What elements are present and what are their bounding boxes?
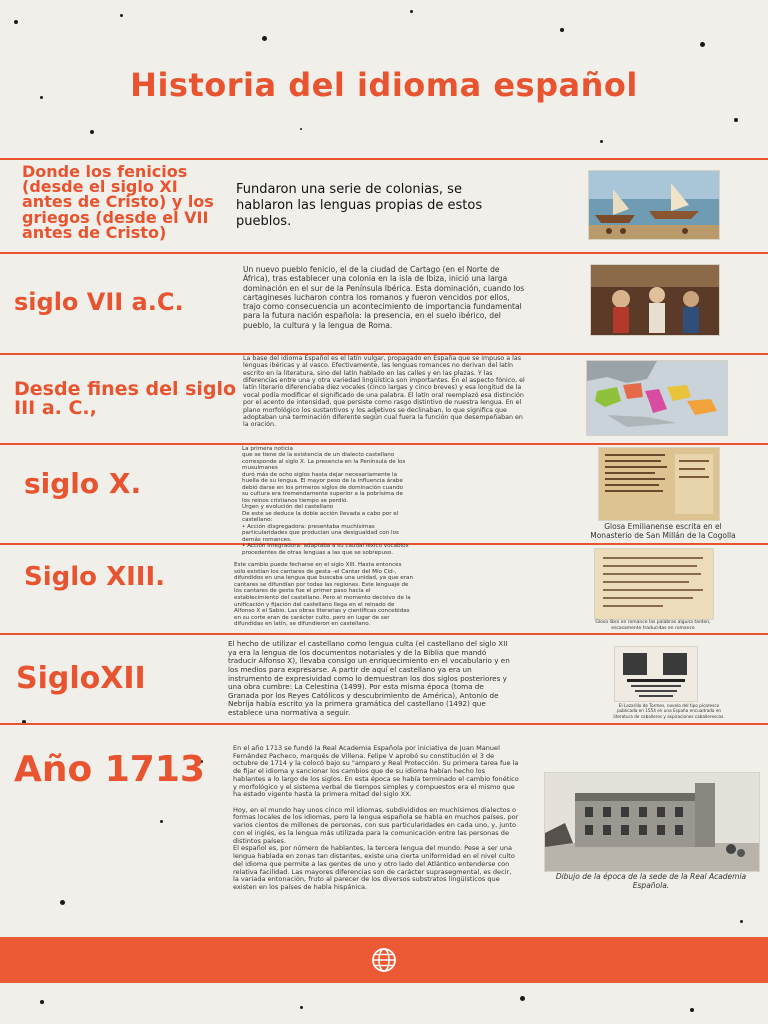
decorative-speck xyxy=(120,14,123,17)
decorative-speck xyxy=(60,900,65,905)
section-text-siglo-xii: El hecho de utilizar el castellano como lengua culta (el castellano del siglo XII ya era la lengua de los documentos notariales y de la Biblia que mandó traducir Alfonso X), llevaba consigo un enriquecimiento en el vocabulario y en los medios para expresarse. A partir de aquí el castellano ya era un instrumento de expresividad como lo demuestran los dos siglos posteriores y una obra cumbre: La Celestina (1499). Por esta misma época (toma de Granada por los Reyes Católicos y descubrimiento de América), Antonio de Nebrija había escrito ya la primera gramática del castellano (1492) que establece una normativa a seguir. xyxy=(228,639,510,718)
decorative-speck xyxy=(734,118,738,122)
section-heading-siglo-xiii: Siglo XIII. xyxy=(24,562,166,592)
section-divider xyxy=(0,443,768,445)
decorative-speck xyxy=(300,128,302,130)
section-heading-siglo-vii: siglo VII a.C. xyxy=(14,288,184,316)
section-heading-fenicios: Donde los fenicios (desde el siglo XI antes de Cristo) y los griegos (desde el VII antes de Cristo) xyxy=(22,162,214,242)
section-divider xyxy=(0,633,768,635)
decorative-speck xyxy=(14,20,18,24)
section-text-siglo-x: La primera noticia que se tiene de la existencia de un dialecto castellano corresponde al siglo X. La presencia en la Península de los musulmanes duró más de ocho siglos hasta dejar necesariamente la huella de su lengua. El mayor peso de la influencia árabe debió darse en los primeros siglos de dominación cuando su cultura era tremendamente superior a la pobrísima de los reinos cristianos tiempo se perdió. Urgen y evolución del castellano De este se deduce la doble acción llevada a cabo por el castellano: • Acción disgregadora: presentaba muchísimas particularidades que producían una desigualdad con los demás romances. • Acción integradora: adaptaba a su caudal léxico vocablos procedentes de otras lenguas a las que se sobrepuso. xyxy=(242,446,409,556)
section-text-siglo-vii: Un nuevo pueblo fenicio, el de la ciudad de Cartago (en el Norte de África), tras establecer una colonia en la isla de Ibiza, inició una larga dominación en el sur de la Península Ibérica. Esta dominación, cuando los cartagineses lucharon contra los romanos y fueron vencidos por ellos, trajo como consecuencia un acontecimiento de importancia fundamental para la futura nación española: la presencia, en el suelo ibérico, del pueblo, la cultura y la lengua de Roma. xyxy=(243,265,525,330)
real-academia-drawing xyxy=(544,772,760,872)
section-heading-siglo-xii: SigloXII xyxy=(16,661,146,696)
decorative-speck xyxy=(560,28,564,32)
globe-icon xyxy=(371,947,397,978)
glosa-emilianense-manuscript xyxy=(598,447,720,521)
section-divider xyxy=(0,158,768,160)
section-divider xyxy=(0,252,768,254)
decorative-speck xyxy=(300,1006,303,1009)
section-text-siglo-xiii: Este cambio puede fecharse en el siglo XIII. Hasta entonces sólo existían los cantares de gesta -el Cantar del Mío Cid-, difundidos en una lengua que buscaba una unidad, ya que eran cantares se difundían por todas las regiones. Este lenguaje de los cantares de gesta fue el primer paso hacia el establecimiento del castellano. Pero el momento decisivo de la unificación y fijación del castellano llega en el reinado de Alfonso X el Sabio. Las obras literarias y científicas concebidas en su corte eran de carácter culto, pero en lugar de ser difundidas en latín, se difundieron en castellano. xyxy=(234,562,413,628)
section-heading-siglo-x: siglo X. xyxy=(24,467,142,500)
caption-lazarillo: El Lazarillo de Tormes, novela del tipo picaresco publicada en 1554 en una España encuadrada en literatura de caballeros y aspiraciones caballerescas. xyxy=(613,703,725,719)
decorative-speck xyxy=(690,1008,694,1012)
medieval-document-image xyxy=(594,548,714,620)
decorative-speck xyxy=(700,42,705,47)
section-text-siglo-iii: La base del idioma Español es el latín vulgar, propagado en España que se impuso a las lenguas ibéricas y al vasco. Efectivamente, las lenguas romances no derivan del latín escrito en la literatura, sino del latín hablado en las calles y en las plazas. Y las diferencias entre una y otra variedad lingüística son importantes. En el aspecto fónico, el latín literario diferenciaba diez vocales (cinco largas y cinco breves) y esa longitud de la vocal podía modificar el significado de una palabra. El latín oral reemplazó esa distinción por el acento de intensidad, que persiste como rasgo distintivo de nuestra lengua. En el plano morfológico los sustantivos y los adjetivos se declinaban, lo que significa que adoptaban una terminación diferente según cual fuera la función que desempeñaban en la oración. xyxy=(243,355,525,429)
decorative-speck xyxy=(740,920,743,923)
decorative-speck xyxy=(262,36,267,41)
section-text-ano-1713: En el año 1713 se fundó la Real Academia Española por iniciativa de Juan Manuel Fernández Pacheco, marqués de Villena. Felipe V aprobó su constitución el 3 de octubre de 1714 y la colocó bajo su "amparo y Real Protección. Su primera tarea fue la de fijar el idioma y sancionar los cambios que de su idioma habían hecho los hablantes a lo largo de los siglos. En esta época se había terminado el cambio fonético y morfológico y el sistema verbal de tiempos simples y compuestos era el mismo que ha estado vigente hasta la primera mitad del siglo XX. Hoy, en el mundo hay unos cinco mil idiomas, subdivididos en muchísimos dialectos o formas locales de los idiomas, pero la lengua española se habla en muchos países, por varios cientos de millones de personas, con sus particularidades en cada uno, y, junto con el inglés, es la lengua más utilizada para la comunicación entre las personas de distintos países. El español es, por número de hablantes, la tercera lengua del mundo. Pese a ser una lengua hablada en zonas tan distantes, existe una cierta uniformidad en el nivel culto del idioma que permite a las gentes de uno y otro lado del Atlántico entenderse con relativa facilidad. Las mayores diferencias son de carácter suprasegmental, es decir, la variada entonación, fruto al parecer de los diversos substratos lingüísticos que existen en los países de habla hispánica. xyxy=(233,744,519,891)
caption-real-academia: Dibujo de la época de la sede de la Real Academia Española. xyxy=(555,872,747,891)
decorative-speck xyxy=(410,10,413,13)
caption-medieval-document: Glosa libro en romance las palabras alguna tarden, escasamente traducidas en romance xyxy=(595,620,711,631)
section-text-fenicios: Fundaron una serie de colonias, se hablaron las lenguas propias de estos pueblos. xyxy=(236,182,483,229)
decorative-speck xyxy=(40,1000,44,1004)
caption-glosa-emilianense: Glosa Emilianense escrita en el Monasterio de San Millán de la Cogolla xyxy=(590,522,736,541)
decorative-speck xyxy=(90,130,94,134)
decorative-speck xyxy=(160,820,163,823)
decorative-speck xyxy=(600,140,603,143)
section-divider xyxy=(0,723,768,725)
page-title: Historia del idioma español xyxy=(130,66,638,104)
section-heading-siglo-iii: Desde fines del siglo III a. C., xyxy=(14,378,237,419)
section-heading-ano-1713: Año 1713 xyxy=(14,749,205,790)
lazarillo-book-cover xyxy=(614,646,698,702)
carthage-painting xyxy=(590,264,720,336)
roman-empire-map xyxy=(586,360,728,436)
decorative-speck xyxy=(520,996,525,1001)
phoenician-ships-illustration xyxy=(588,170,720,240)
